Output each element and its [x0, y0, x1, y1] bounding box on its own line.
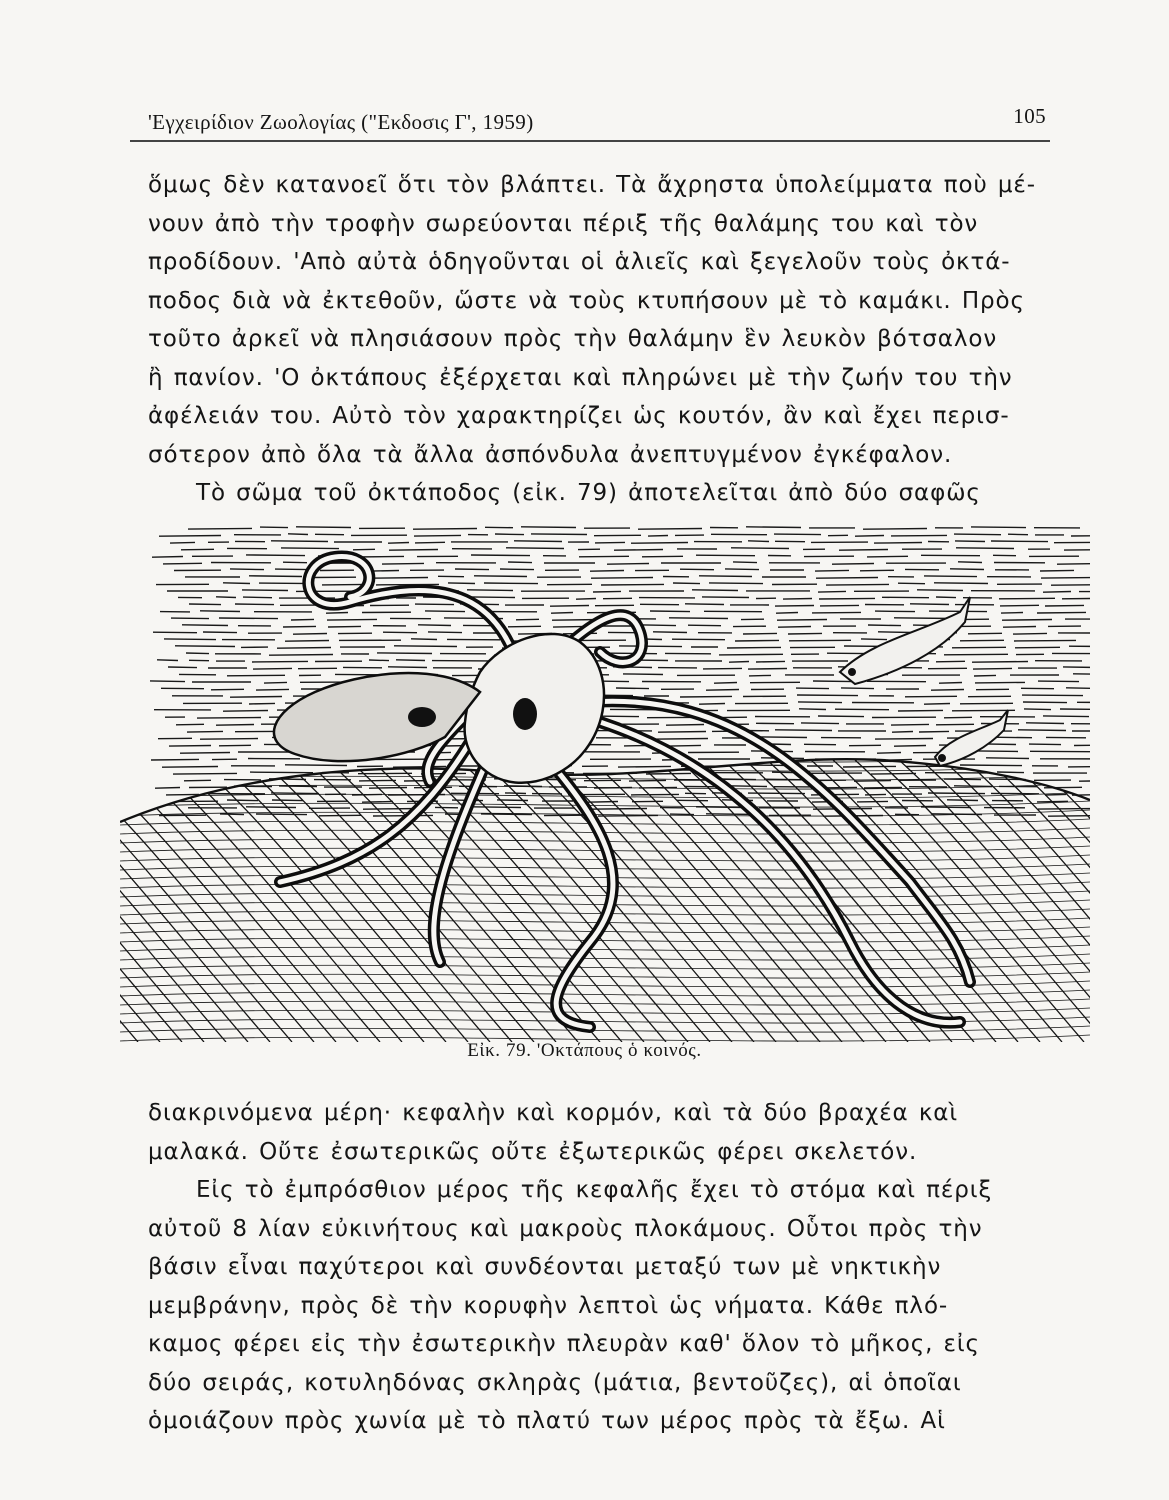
text-line: ἀφέλειάν του. Αὐτὸ τὸν χαρακτηρίζει ὡς κουτόν, ἂν καὶ ἔχει περισ-: [148, 403, 1010, 429]
running-head: [148, 104, 1046, 138]
text-line: προδίδουν. 'Απὸ αὐτὰ ὁδηγοῦνται οἱ ἁλιεῖς καὶ ξεγελοῦν τοὺς ὀκτά-: [148, 249, 1011, 275]
text-line: μαλακά. Οὔτε ἐσωτερικῶς οὔτε ἐξωτερικῶς φέρει σκελετόν.: [148, 1138, 918, 1165]
running-title: 'Εγχειρίδιον Ζωολογίας ("Εκδοσις Γ', 1959): [148, 110, 534, 134]
text-line: νουν ἀπὸ τὴν τροφὴν σωρεύονται πέριξ τῆς θαλάμης του καὶ τὸν: [148, 210, 979, 237]
octopus-illustration: [120, 522, 1090, 1042]
body-text-top: [148, 166, 1068, 513]
text-line: ὅμως δὲν κατανοεῖ ὅτι τὸν βλάπτει. Τὰ ἄχρηστα ὑπολείμματα ποὺ μέ-: [148, 172, 1036, 198]
text-line: Εἰς τὸ ἐμπρόσθιον μέρος τῆς κεφαλῆς ἔχει τὸ στόμα καὶ πέριξ: [196, 1177, 993, 1203]
text-line: ὁμοιάζουν πρὸς χωνία μὲ τὸ πλατύ των μέρος πρὸς τὰ ἔξω. Αἱ: [148, 1408, 946, 1434]
text-line: ἢ πανίον. 'Ο ὀκτάπους ἐξέρχεται καὶ πληρώνει μὲ τὴν ζωήν του τὴν: [148, 364, 1013, 391]
text-line: ποδος διὰ νὰ ἐκτεθοῦν, ὥστε νὰ τοὺς κτυπήσουν μὲ τὸ καμάκι. Πρὸς: [148, 287, 1025, 314]
page-number: 105: [1013, 104, 1046, 128]
header-rule: [130, 140, 1050, 142]
text-line: δύο σειράς, κοτυληδόνας σκληρὰς (μάτια, βεντοῦζες), αἱ ὁποῖαι: [148, 1369, 962, 1396]
text-line: βάσιν εἶναι παχύτεροι καὶ συνδέονται μεταξύ των μὲ νηκτικὴν: [148, 1254, 942, 1280]
text-line: Τὸ σῶμα τοῦ ὀκτάποδος (εἰκ. 79) ἀποτελεῖται ἀπὸ δύο σαφῶς: [196, 480, 981, 506]
text-line: τοῦτο ἀρκεῖ νὰ πλησιάσουν πρὸς τὴν θαλάμην ἓν λευκὸν βότσαλον: [148, 326, 998, 352]
figure-caption: Εἰκ. 79. 'Οκτάπους ὁ κοινός.: [467, 1040, 702, 1061]
text-line: καμος φέρει εἰς τὴν ἐσωτερικὴν πλευρὰν καθ' ὅλον τὸ μῆκος, εἰς: [148, 1331, 980, 1357]
text-line: αὐτοῦ 8 λίαν εὐκινήτους καὶ μακροὺς πλοκάμους. Οὗτοι πρὸς τὴν: [148, 1215, 983, 1242]
text-line: μεμβράνην, πρὸς δὲ τὴν κορυφὴν λεπτοὶ ὡς νήματα. Κάθε πλό-: [148, 1292, 949, 1319]
body-text-bottom: [148, 1094, 1068, 1441]
text-line: σότερον ἀπὸ ὅλα τὰ ἄλλα ἀσπόνδυλα ἀνεπτυγμένον ἐγκέφαλον.: [148, 441, 953, 468]
text-line: διακρινόμενα μέρη· κεφαλὴν καὶ κορμόν, καὶ τὰ δύο βραχέα καὶ: [148, 1100, 959, 1126]
